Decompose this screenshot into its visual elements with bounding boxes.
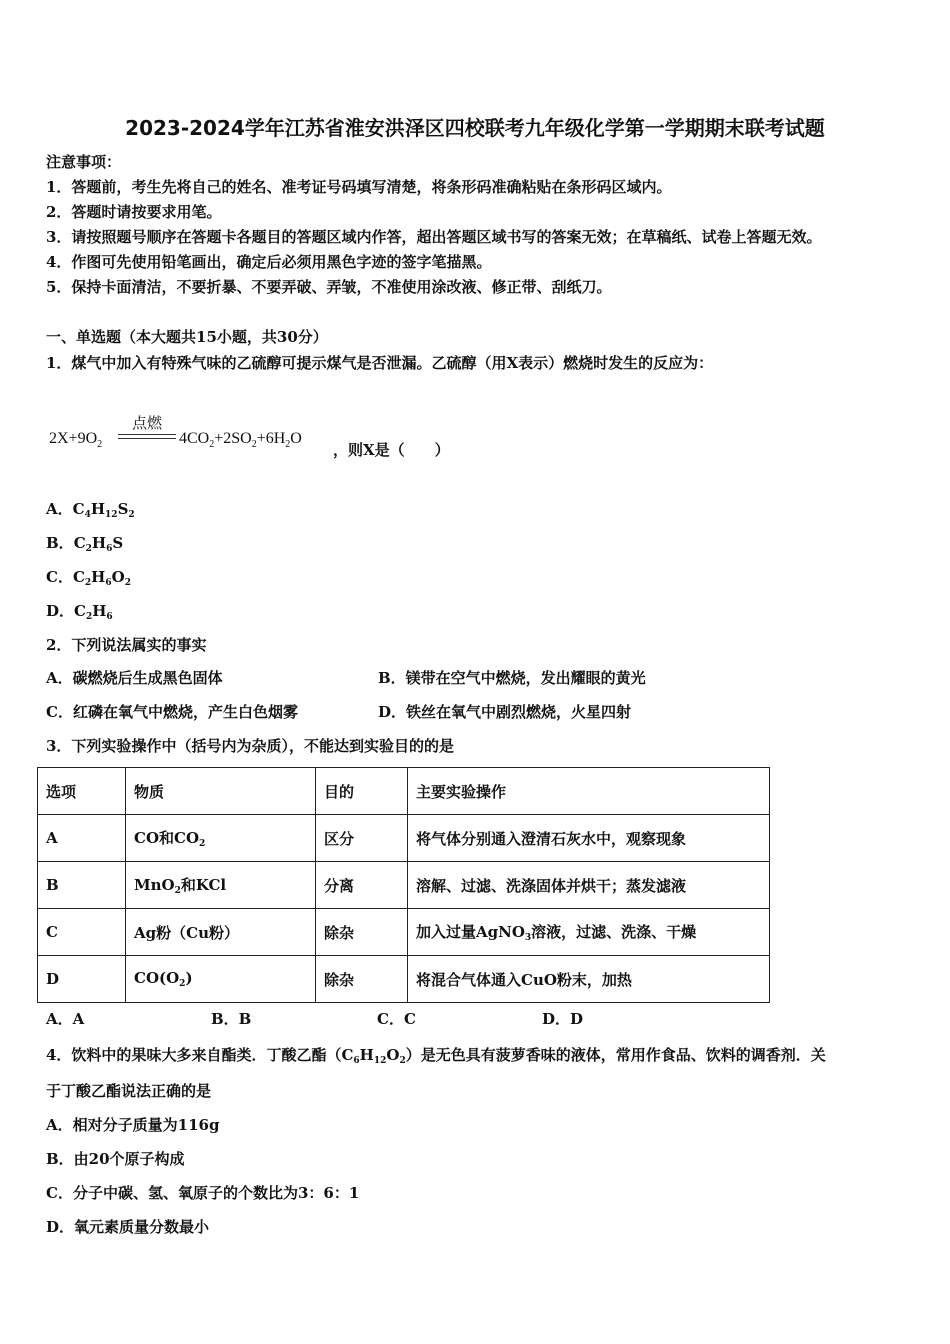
notice-item: 4．作图可先使用铅笔画出，确定后必须用黑色字迹的签字笔描黑。 (46, 253, 492, 271)
table-header-row (38, 768, 770, 815)
q1-equation-rhs: $4CO_2+2SO_2+6H_2O$ (179, 430, 302, 451)
q4-option-c: C．分子中碳、氢、氧原子的个数比为3：6：1 (46, 1184, 360, 1202)
notice-item: 5．保持卡面清洁，不要折暴、不要弄破、弄皱，不准使用涂改液、修正带、刮纸刀。 (46, 278, 612, 296)
table-cell: CO和$CO_2$ (126, 815, 316, 862)
eq-arrow-line-top (118, 434, 176, 435)
page-title: 2023-2024学年江苏省淮安洪泽区四校联考九年级化学第一学期期末联考试题 (125, 116, 825, 140)
q1-option-b: B．$C_2H_6S$ (46, 534, 124, 554)
notice-item: 2．答题时请按要求用笔。 (46, 203, 222, 221)
eq-lhs: 2X+9O (49, 430, 98, 447)
table-row: B MnO$_2$和KCl 分离 溶解、过滤、洗涤固体并烘干；蒸发滤液 (38, 862, 770, 909)
q4-stem: 4．饮料中的果味大多来自酯类．丁酸乙酯$(C_6H_{12}O_2)$是无色具有菠萝香味的液体，常用作食品、饮料的调香剂．关 (46, 1046, 826, 1066)
table-header: 物质 (126, 768, 316, 815)
q2-option-d: D．铁丝在氧气中剧烈燃烧，火星四射 (378, 703, 632, 721)
notice-heading: 注意事项： (46, 153, 122, 171)
q3-option-a: A．A (46, 1010, 85, 1028)
q1-option-c: C．$C_2H_6O_2$ (46, 568, 131, 588)
notice-item: 1．答题前，考生先将自己的姓名、准考证号码填写清楚，将条形码准确粘贴在条形码区域内。 (46, 178, 672, 196)
table-row: C Ag粉（Cu粉） 除杂 加入过量AgNO$_3$溶液，过滤、洗涤、干燥 (38, 909, 770, 956)
q3-table (37, 767, 770, 1003)
q2-option-b: B．镁带在空气中燃烧，发出耀眼的黄光 (378, 669, 646, 687)
q4-option-a: A．相对分子质量为116g (46, 1116, 220, 1134)
notice-item: 3．请按照题号顺序在答题卡各题目的答题区域内作答，超出答题区域书写的答案无效；在草稿纸、试卷上答题无效。 (46, 228, 822, 246)
q4-stem-cont: 于丁酸乙酯说法正确的是 (46, 1082, 212, 1100)
q2-stem: 2．下列说法属实的事实 (46, 636, 207, 654)
q3-stem: 3．下列实验操作中（括号内为杂质），不能达到实验目的的是 (46, 737, 454, 755)
q3-option-b: B．B (211, 1010, 252, 1028)
table-row: D $CO(O_2)$ 除杂 将混合气体通入CuO粉末，加热 (38, 956, 770, 1003)
table-header: 选项 (38, 768, 126, 815)
q1-condition: 点燃 (131, 416, 162, 432)
q1-option-d: D．$C_2H_6$ (46, 602, 113, 622)
q3-option-d: D．D (542, 1010, 584, 1028)
table-header: 主要实验操作 (408, 768, 770, 815)
q4-option-d: D．氧元素质量分数最小 (46, 1218, 210, 1236)
table-cell: MnO$_2$和KCl (126, 862, 316, 909)
eq-arrow-line-bottom (118, 438, 176, 439)
q4-option-b: B．由20个原子构成 (46, 1150, 185, 1168)
q2-option-c: C．红磷在氧气中燃烧，产生白色烟雾 (46, 703, 298, 721)
q1-option-a: A．$C_4H_{12}S_2$ (46, 500, 135, 520)
q1-stem: 1．煤气中加入有特殊气味的乙硫醇可提示煤气是否泄漏。乙硫醇（用X表示）燃烧时发生的反应为： (46, 354, 714, 372)
table-header: 目的 (316, 768, 408, 815)
q3-option-c: C．C (377, 1010, 416, 1028)
q1-equation: $2X+9O_2$ (49, 430, 103, 451)
table-cell: 加入过量AgNO$_3$溶液，过滤、洗涤、干燥 (408, 909, 770, 956)
q1-ask: ，则X是（ ） (333, 441, 450, 459)
q2-option-a: A．碳燃烧后生成黑色固体 (46, 669, 223, 687)
table-cell: $CO(O_2)$ (126, 956, 316, 1003)
table-row: A CO和$CO_2$ 区分 将气体分别通入澄清石灰水中，观察现象 (38, 815, 770, 862)
section-heading: 一、单选题（本大题共15小题，共30分） (46, 328, 328, 346)
